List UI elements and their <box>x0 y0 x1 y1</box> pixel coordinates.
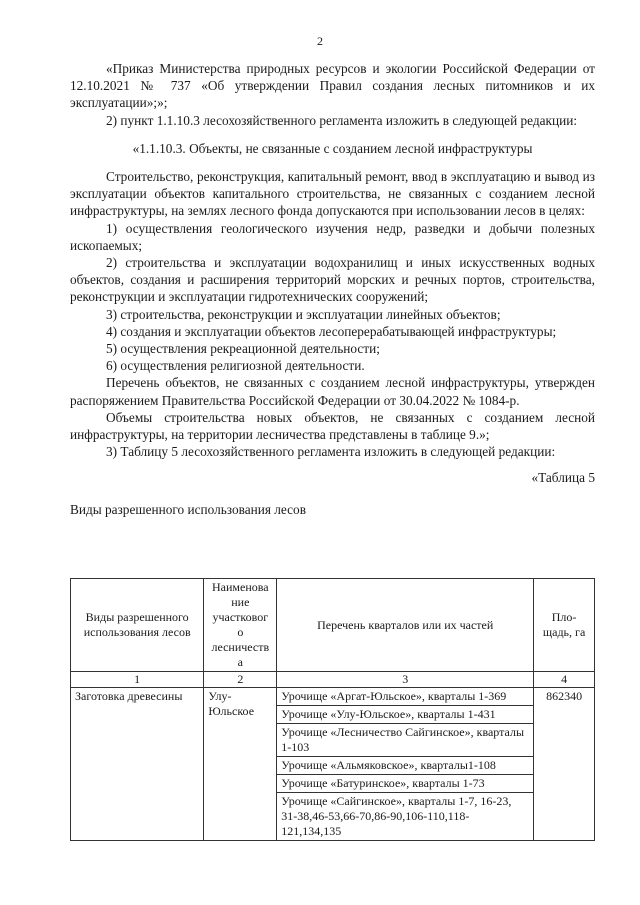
header-quarters: Перечень кварталов или их частей <box>277 579 534 672</box>
paragraph-objects-list: Перечень объектов, не связанных с созданием лесной инфраструктуры, утвержден распоряжением Правительства Российской Федерации от 30.04.2022 № 1084-р. <box>70 375 595 408</box>
cell-forestry: Улу-Юльское <box>204 688 277 841</box>
cell-quarter: Урочище «Альмяковское», кварталы1-108 <box>277 757 534 775</box>
document-body <box>70 60 595 518</box>
column-number-row <box>71 672 595 688</box>
paragraph-order-reference: «Приказ Министерства природных ресурсов и экологии Российской Федерации от 12.10.2021 № 737 «Об утверждении Правил создания лесных питомников и их эксплуатации»;»; <box>70 61 595 111</box>
header-forestry: Наименова ние участковог о лесничеств а <box>204 579 277 672</box>
table-label: «Таблица 5 <box>531 470 595 486</box>
cell-use-type: Заготовка древесины <box>71 688 204 841</box>
list-item: 6) осуществления религиозной деятельности. <box>106 358 365 374</box>
list-item: 5) осуществления рекреационной деятельности; <box>106 341 380 357</box>
list-item: 3) строительства, реконструкции и эксплуатации линейных объектов; <box>106 306 501 322</box>
cell-quarter: Урочище «Лесничество Сайгинское», кварталы 1-103 <box>277 724 534 757</box>
cell-area: 862340 <box>534 688 595 841</box>
table-caption: Виды разрешенного использования лесов <box>70 501 306 517</box>
list-item: 1) осуществления геологического изучения недр, разведки и добычи полезных ископаемых; <box>70 220 595 253</box>
cell-quarter: Урочище «Аргат-Юльское», кварталы 1-369 <box>277 688 534 706</box>
forest-use-table <box>70 578 595 841</box>
column-number: 1 <box>71 672 204 688</box>
table-row <box>71 688 595 706</box>
cell-quarter: Урочище «Батуринское», кварталы 1-73 <box>277 775 534 793</box>
paragraph-amendment-3: 3) Таблицу 5 лесохозяйственного регламента изложить в следующей редакции: <box>106 444 556 460</box>
paragraph-construction: Строительство, реконструкция, капитальный ремонт, ввод в эксплуатацию и вывод из эксплуатации объектов капитального строительства, не связанных с созданием лесной инфраструктуры, на землях лесного фонда допускаются при использовании лесов в целях: <box>70 169 595 219</box>
table-header-row <box>71 579 595 672</box>
column-number: 3 <box>277 672 534 688</box>
column-number: 2 <box>204 672 277 688</box>
paragraph-amendment-2: 2) пункт 1.1.10.3 лесохозяйственного регламента изложить в следующей редакции: <box>106 112 578 128</box>
column-number: 4 <box>534 672 595 688</box>
cell-quarter: Урочище «Улу-Юльское», кварталы 1-431 <box>277 706 534 724</box>
list-item: 2) строительства и эксплуатации водохранилищ и иных искусственных водных объектов, создания и расширения территорий морских и речных портов, строительства, реконструкции и эксплуатации гидротехнических сооружений; <box>70 255 595 305</box>
header-area: Пло- щадь, га <box>534 579 595 672</box>
cell-quarter: Урочище «Сайгинское», кварталы 1-7, 16-23, 31-38,46-53,66-70,86-90,106-110,118-121,134,135 <box>277 793 534 841</box>
header-use-type: Виды разрешенного использования лесов <box>71 579 204 672</box>
page-number: 2 <box>317 34 323 48</box>
section-heading: «1.1.10.3. Объекты, не связанные с созданием лесной инфраструктуры <box>132 140 533 156</box>
list-item: 4) создания и эксплуатации объектов лесоперерабатывающей инфраструктуры; <box>106 323 557 339</box>
paragraph-construction-volumes: Объемы строительства новых объектов, не связанных с созданием лесной инфраструктуры, на территории лесничества представлены в таблице 9.»; <box>70 409 595 443</box>
